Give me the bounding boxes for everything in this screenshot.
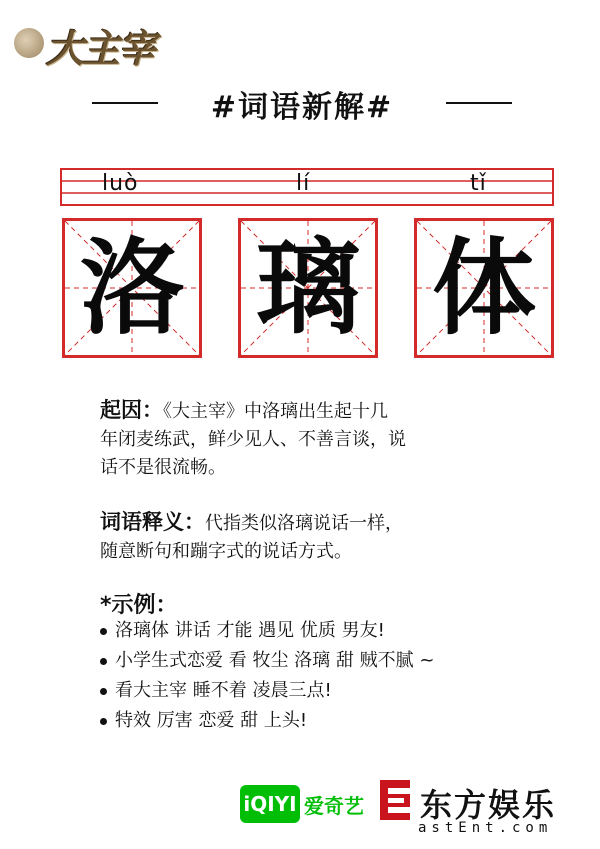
east-ent-logo-icon [380, 778, 414, 822]
examples-label: *示例： [100, 593, 178, 618]
page-title: #词语新解# [210, 90, 394, 125]
definition-section [100, 508, 540, 566]
example-item [100, 706, 307, 736]
example-text-4: 特效 厉害 恋爱 甜 上头! [115, 710, 308, 731]
pinyin-luo: luò [102, 171, 139, 196]
pinyin-box [60, 168, 554, 206]
char-box-ti [414, 218, 554, 358]
definition-line-2: 随意断句和蹦字式的说话方式。 [100, 541, 352, 562]
bullet-icon [100, 658, 107, 665]
drama-logo [8, 10, 158, 71]
example-text-3: 看大主宰 睡不着 凌晨三点! [115, 680, 332, 701]
bullet-icon [100, 628, 107, 635]
title-row [0, 78, 600, 128]
east-ent-name: 东方娱乐 [420, 786, 557, 824]
origin-line-2: 年闭麦练武，鲜少见人、不善言谈，说 [100, 429, 406, 450]
origin-line-1: 《大主宰》中洛璃出生起十几 [163, 401, 388, 422]
origin-section [100, 396, 540, 482]
origin-line-3: 话不是很流畅。 [100, 457, 226, 478]
origin-label: 起因： [100, 398, 163, 422]
char-box-li [238, 218, 378, 358]
pinyin-ti: tǐ [470, 171, 487, 196]
title-right-rule [446, 102, 512, 104]
definition-label: 词语释义： [100, 510, 205, 534]
example-item [100, 676, 332, 706]
definition-line-1: 代指类似洛璃说话一样， [205, 513, 403, 534]
bullet-icon [100, 688, 107, 695]
iqiyi-logo: iQIYI [240, 785, 300, 823]
title-left-rule [92, 102, 158, 104]
iqiyi-name: 爱奇艺 [304, 794, 364, 818]
example-item [100, 646, 434, 676]
example-text-2: 小学生式恋爱 看 牧尘 洛璃 甜 贼不腻 ~ [115, 650, 435, 671]
char-li: 璃 [255, 227, 360, 349]
example-item [100, 616, 385, 646]
east-ent-domain: astEnt.com [418, 820, 553, 836]
seal-icon [14, 28, 44, 58]
example-text-1: 洛璃体 讲话 才能 遇见 优质 男友! [115, 620, 385, 641]
char-ti: 体 [431, 227, 536, 349]
pinyin-li: lí [296, 171, 311, 196]
bullet-icon [100, 718, 107, 725]
drama-logo-text: 大主宰 [46, 26, 155, 71]
char-luo: 洛 [79, 227, 184, 349]
char-box-luo [62, 218, 202, 358]
